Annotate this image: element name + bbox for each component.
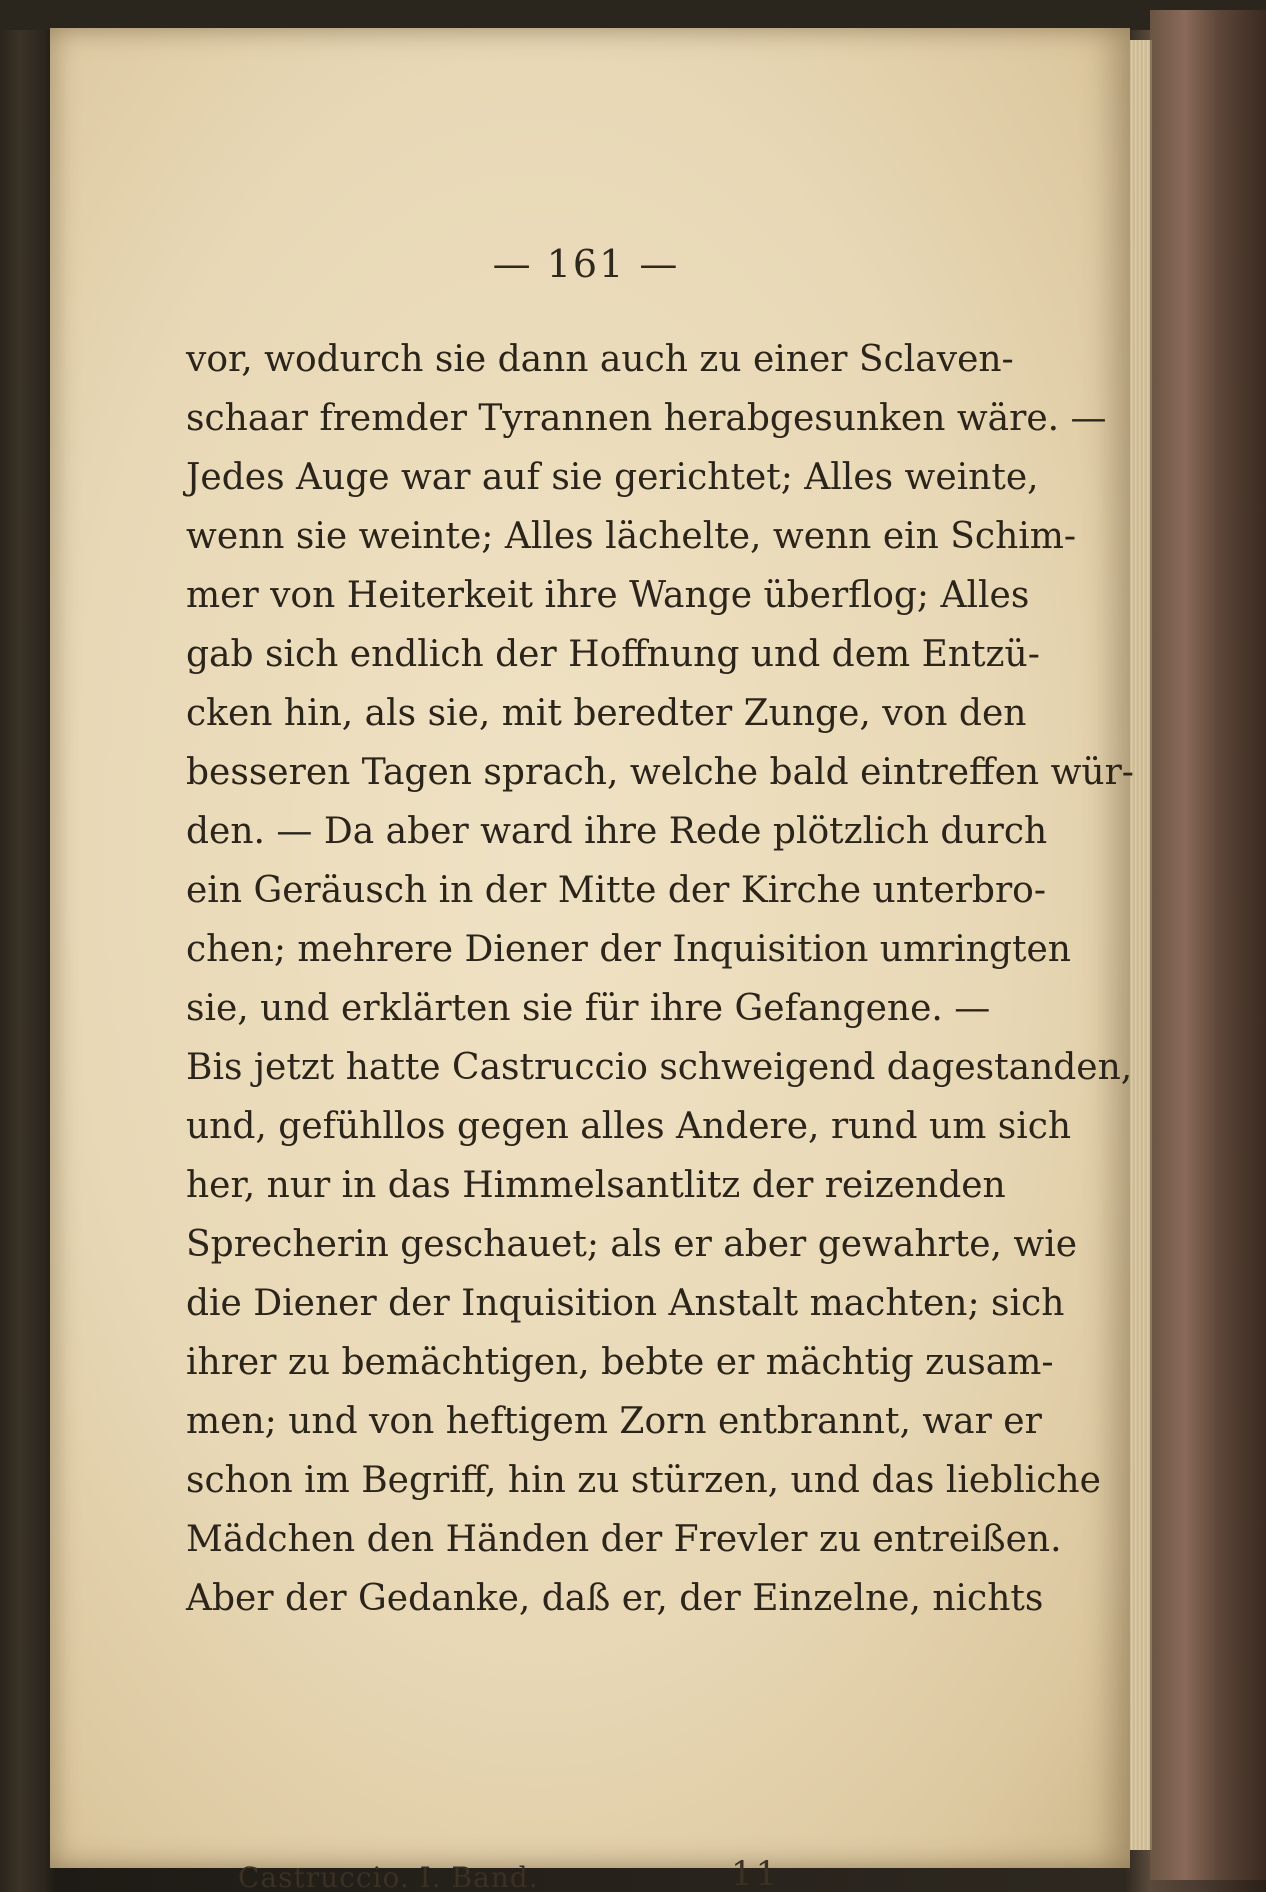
- text-line: die Diener der Inquisition Anstalt machten; sich: [186, 1283, 1065, 1324]
- text-line: schon im Begriff, hin zu stürzen, und das liebliche: [186, 1460, 1101, 1501]
- footer-signature: Castruccio. I. Band.: [238, 1861, 539, 1892]
- text-line: ihrer zu bemächtigen, bebte er mächtig zusam-: [186, 1342, 1054, 1383]
- page-number: — 161 —: [492, 242, 680, 286]
- text-line: Jedes Auge war auf sie gerichtet; Alles weinte,: [186, 457, 1039, 498]
- text-line: besseren Tagen sprach, welche bald eintreffen wür-: [186, 752, 1134, 793]
- text-line: wenn sie weinte; Alles lächelte, wenn ein Schim-: [186, 516, 1077, 557]
- cover-top-edge: [0, 0, 1266, 30]
- text-line: Bis jetzt hatte Castruccio schweigend dagestanden,: [186, 1047, 1133, 1088]
- text-line: her, nur in das Himmelsantlitz der reizenden: [186, 1165, 1006, 1206]
- text-line: gab sich endlich der Hoffnung und dem Entzü-: [186, 634, 1040, 675]
- text-line: vor, wodurch sie dann auch zu einer Sclaven-: [186, 339, 1014, 380]
- text-line: den. — Da aber ward ihre Rede plötzlich durch: [186, 811, 1048, 852]
- text-line: ein Geräusch in der Mitte der Kirche unterbro-: [186, 870, 1046, 911]
- book-page: [50, 28, 1134, 1892]
- text-line: Aber der Gedanke, daß er, der Einzelne, nichts: [186, 1578, 1044, 1619]
- footer-sheet-number: 11: [731, 1854, 781, 1892]
- text-line: und, gefühllos gegen alles Andere, rund um sich: [186, 1106, 1072, 1147]
- book-cover-right: [1150, 10, 1266, 1880]
- text-line: cken hin, als sie, mit beredter Zunge, von den: [186, 693, 1027, 734]
- text-line: mer von Heiterkeit ihre Wange überflog; Alles: [186, 575, 1030, 616]
- text-line: Sprecherin geschauet; als er aber gewahrte, wie: [186, 1224, 1078, 1265]
- text-line: sie, und erklärten sie für ihre Gefangene. —: [186, 988, 991, 1029]
- text-line: men; und von heftigem Zorn entbrannt, war er: [186, 1401, 1042, 1442]
- text-line: schaar fremder Tyrannen herabgesunken wäre. —: [186, 398, 1107, 439]
- text-line: chen; mehrere Diener der Inquisition umringten: [186, 929, 1071, 970]
- text-line: Mädchen den Händen der Frevler zu entreißen.: [186, 1519, 1062, 1560]
